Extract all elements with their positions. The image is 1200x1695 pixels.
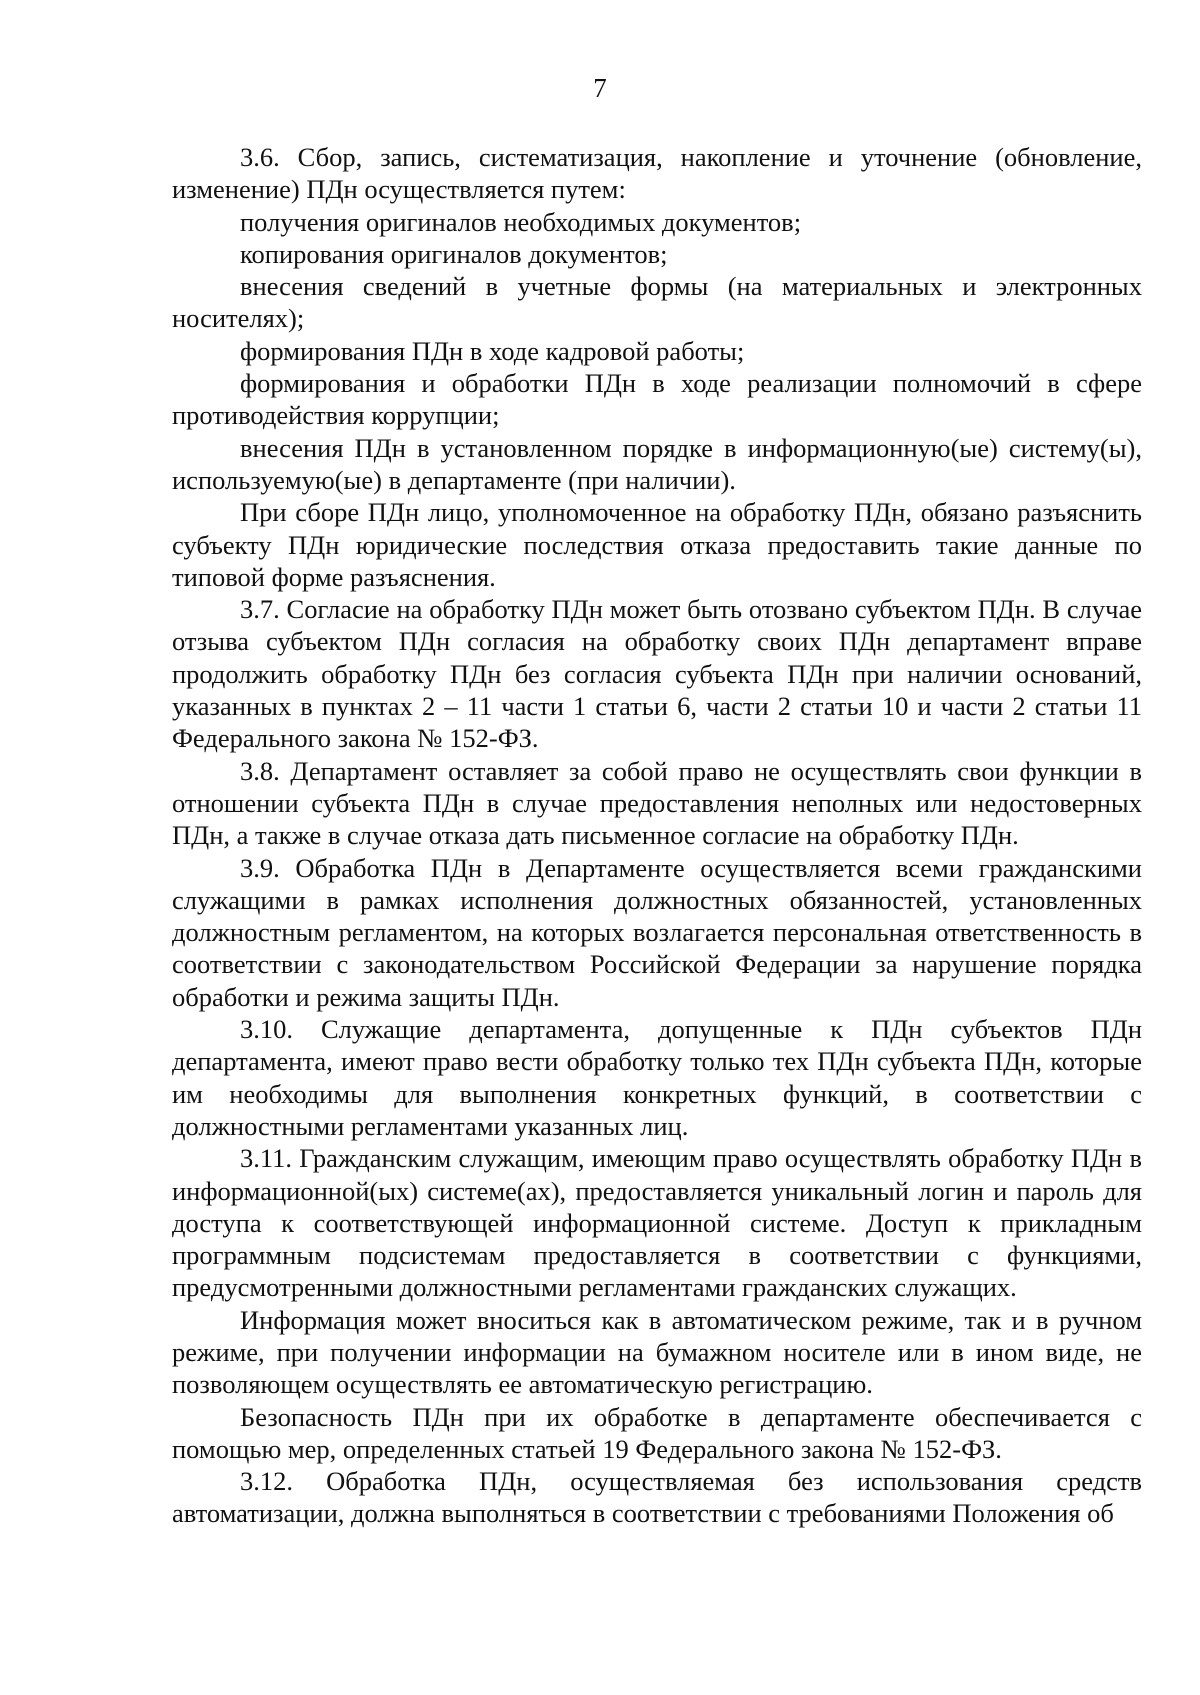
document-body [172,141,1142,1530]
paragraph-3-9: 3.9. Обработка ПДн в Департаменте осуществляется всеми гражданскими служащими в рамках исполнения должностных обязанностей, установленных должностным регламентом, на которых возлагается персональная ответственность в соответствии с законодательством Российской Федерации за нарушение порядка обработки и режима защиты ПДн. [172,852,1142,1012]
paragraph-3-7: 3.7. Согласие на обработку ПДн может быть отозвано субъектом ПДн. В случае отзыва субъектом ПДн согласия на обработку своих ПДн департамент вправе продолжить обработку ПДн без согласия субъекта ПДн при наличии оснований, указанных в пунктах 2 – 11 части 1 статьи 6, части 2 статьи 10 и части 2 статьи 11 Федерального закона № 152-ФЗ. [172,594,1142,754]
paragraph-collection-explanation: При сборе ПДн лицо, уполномоченное на обработку ПДн, обязано разъяснить субъекту ПДн юридические последствия отказа предоставить такие данные по типовой форме разъяснения. [172,497,1142,592]
list-item-forms: внесения сведений в учетные формы (на материальных и электронных носителях); [172,271,1142,334]
paragraph-3-6: 3.6. Сбор, запись, систематизация, накопление и уточнение (обновление, изменение) ПДн осуществляется путем: [172,142,1142,205]
paragraph-input-modes: Информация может вноситься как в автоматическом режиме, так и в ручном режиме, при получении информации на бумажном носителе или в ином виде, не позволяющем осуществлять ее автоматическую регистрацию. [172,1304,1142,1400]
page-number: 7 [593,73,607,103]
list-item-copies: копирования оригиналов документов; [240,238,668,269]
list-item-originals: получения оригиналов необходимых документов; [240,206,802,237]
paragraph-3-8: 3.8. Департамент оставляет за собой право не осуществлять свои функции в отношении субъекта ПДн в случае предоставления неполных или недостоверных ПДн, а также в случае отказа дать письменное согласие на обработку ПДн. [172,755,1142,851]
list-item-hr-work: формирования ПДн в ходе кадровой работы; [240,335,745,366]
paragraph-security: Безопасность ПДн при их обработке в департаменте обеспечивается с помощью мер, определенных статьей 19 Федерального закона № 152-ФЗ. [172,1401,1142,1464]
paragraph-3-12: 3.12. Обработка ПДн, осуществляемая без использования средств автоматизации, должна выполняться в соответствии с требованиями Положения об [172,1466,1142,1529]
list-item-information-system: внесения ПДн в установленном порядке в информационную(ые) систему(ы), используемую(ые) в департаменте (при наличии). [172,432,1142,495]
paragraph-3-11: 3.11. Гражданским служащим, имеющим право осуществлять обработку ПДн в информационной(ых) системе(ах), предоставляется уникальный логин и пароль для доступа к соответствующей информационной системе. Доступ к прикладным программным подсистемам предоставляется в соответствии с функциями, предусмотренными должностными регламентами гражданских служащих. [172,1143,1142,1303]
paragraph-3-10: 3.10. Служащие департамента, допущенные к ПДн субъектов ПДн департамента, имеют право вести обработку только тех ПДн субъекта ПДн, которые им необходимы для выполнения конкретных функций, в соответствии с должностными регламентами указанных лиц. [172,1014,1142,1141]
list-item-anticorruption: формирования и обработки ПДн в ходе реализации полномочий в сфере противодействия коррупции; [172,368,1142,431]
